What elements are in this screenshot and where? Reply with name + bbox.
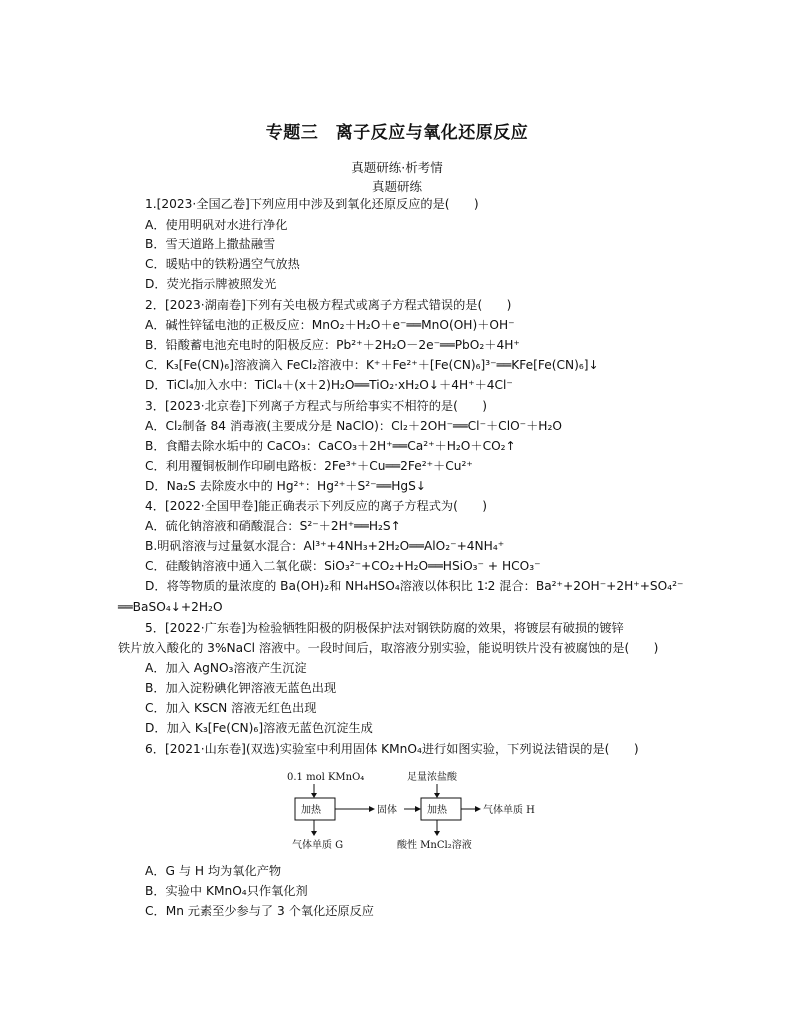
heat-box-1-label: 加热 bbox=[301, 805, 321, 816]
q4-option-b: B.明矾溶液与过量氨水混合：Al³⁺+4NH₃+2H₂O══AlO₂⁻+4NH₄⁺ bbox=[145, 539, 505, 553]
q5-option-a: A．加入 AgNO₃溶液产生沉淀 bbox=[145, 661, 307, 675]
page-title: 专题三 离子反应与氧化还原反应 bbox=[265, 123, 529, 143]
question-4-stem: 4．[2022·全国甲卷]能正确表示下列反应的离子方程式为( ) bbox=[145, 499, 487, 513]
q2-option-d: D．TiCl₄加入水中：TiCl₄＋(x＋2)H₂O══TiO₂·xH₂O↓＋4H⁺＋4Cl⁻ bbox=[145, 378, 513, 392]
q4-option-a: A．硫化钠溶液和硝酸混合：S²⁻＋2H⁺══H₂S↑ bbox=[145, 519, 401, 533]
q4-option-d-continued: ══BaSO₄↓+2H₂O bbox=[118, 600, 223, 614]
q3-option-b: B．食醋去除水垢中的 CaCO₃：CaCO₃＋2H⁺══Ca²⁺＋H₂O＋CO₂↑ bbox=[145, 439, 516, 453]
q4-option-d: D．将等物质的量浓度的 Ba(OH)₂和 NH₄HSO₄溶液以体积比 1∶2 混合：Ba²⁺+2OH⁻+2H⁺+SO₄²⁻ bbox=[145, 579, 684, 593]
q5-option-d: D．加入 K₃[Fe(CN)₆]溶液无蓝色沉淀生成 bbox=[145, 721, 373, 735]
question-5-stem-continued: 铁片放入酸化的 3%NaCl 溶液中。一段时间后，取溶液分别实验，能说明铁片没有被腐蚀的是( ) bbox=[118, 641, 659, 655]
q2-option-b: B．铅酸蓄电池充电时的阳极反应：Pb²⁺＋2H₂O－2e⁻══PbO₂＋4H⁺ bbox=[145, 338, 520, 352]
reagent-hcl-label: 足量浓盐酸 bbox=[407, 772, 457, 783]
q1-option-a: A．使用明矾对水进行净化 bbox=[145, 218, 288, 232]
section-subheading: 真题研练 bbox=[371, 179, 422, 194]
q1-option-b: B．雪天道路上撒盐融雪 bbox=[145, 237, 276, 251]
q3-option-d: D．Na₂S 去除废水中的 Hg²⁺：Hg²⁺＋S²⁻══HgS↓ bbox=[145, 479, 427, 493]
q3-option-c: C．利用覆铜板制作印刷电路板：2Fe³⁺＋Cu══2Fe²⁺＋Cu²⁺ bbox=[145, 459, 473, 473]
solution-label: 酸性 MnCl₂溶液 bbox=[397, 840, 472, 851]
q2-option-c: C．K₃[Fe(CN)₆]溶液滴入 FeCl₂溶液中：K⁺＋Fe²⁺＋[Fe(CN)₆]³⁻══KFe[Fe(CN)₆]↓ bbox=[145, 358, 599, 372]
q4-option-c: C．硅酸钠溶液中通入二氧化碳：SiO₃²⁻+CO₂+H₂O══HSiO₃⁻ + HCO₃⁻ bbox=[145, 559, 541, 573]
solid-label: 固体 bbox=[377, 805, 397, 816]
question-5-stem: 5．[2022·广东卷]为检验牺牲阳极的阴极保护法对钢铁防腐的效果，将镀层有破损的镀锌 bbox=[145, 621, 624, 635]
q6-option-c: C．Mn 元素至少参与了 3 个氧化还原反应 bbox=[145, 904, 374, 918]
q3-option-a: A．Cl₂制备 84 消毒液(主要成分是 NaClO)：Cl₂＋2OH⁻══Cl⁻＋ClO⁻＋H₂O bbox=[145, 419, 562, 433]
q5-option-c: C．加入 KSCN 溶液无红色出现 bbox=[145, 701, 317, 715]
q1-option-d: D．荧光指示牌被照发光 bbox=[145, 277, 277, 291]
question-6-stem: 6．[2021·山东卷](双选)实验室中利用固体 KMnO₄进行如图实验，下列说法错误的是( ) bbox=[145, 742, 639, 756]
gas-g-label: 气体单质 G bbox=[292, 840, 344, 851]
experiment-flow-diagram bbox=[287, 766, 567, 856]
question-2-stem: 2．[2023·湖南卷]下列有关电极方程式或离子方程式错误的是( ) bbox=[145, 298, 512, 312]
reagent-kmno4-label: 0.1 mol KMnO₄ bbox=[287, 772, 365, 783]
question-3-stem: 3．[2023·北京卷]下列离子方程式与所给事实不相符的是( ) bbox=[145, 399, 487, 413]
heat-box-2-label: 加热 bbox=[427, 805, 447, 816]
section-heading: 真题研练·析考情 bbox=[351, 160, 443, 175]
q1-option-c: C．暖贴中的铁粉遇空气放热 bbox=[145, 257, 300, 271]
q6-option-b: B．实验中 KMnO₄只作氧化剂 bbox=[145, 884, 308, 898]
question-1-stem: 1.[2023·全国乙卷]下列应用中涉及到氧化还原反应的是( ) bbox=[145, 197, 479, 211]
gas-h-label: 气体单质 H bbox=[483, 805, 535, 816]
q2-option-a: A．碱性锌锰电池的正极反应：MnO₂＋H₂O＋e⁻══MnO(OH)＋OH⁻ bbox=[145, 318, 515, 332]
q6-option-a: A．G 与 H 均为氧化产物 bbox=[145, 864, 282, 878]
q5-option-b: B．加入淀粉碘化钾溶液无蓝色出现 bbox=[145, 681, 337, 695]
